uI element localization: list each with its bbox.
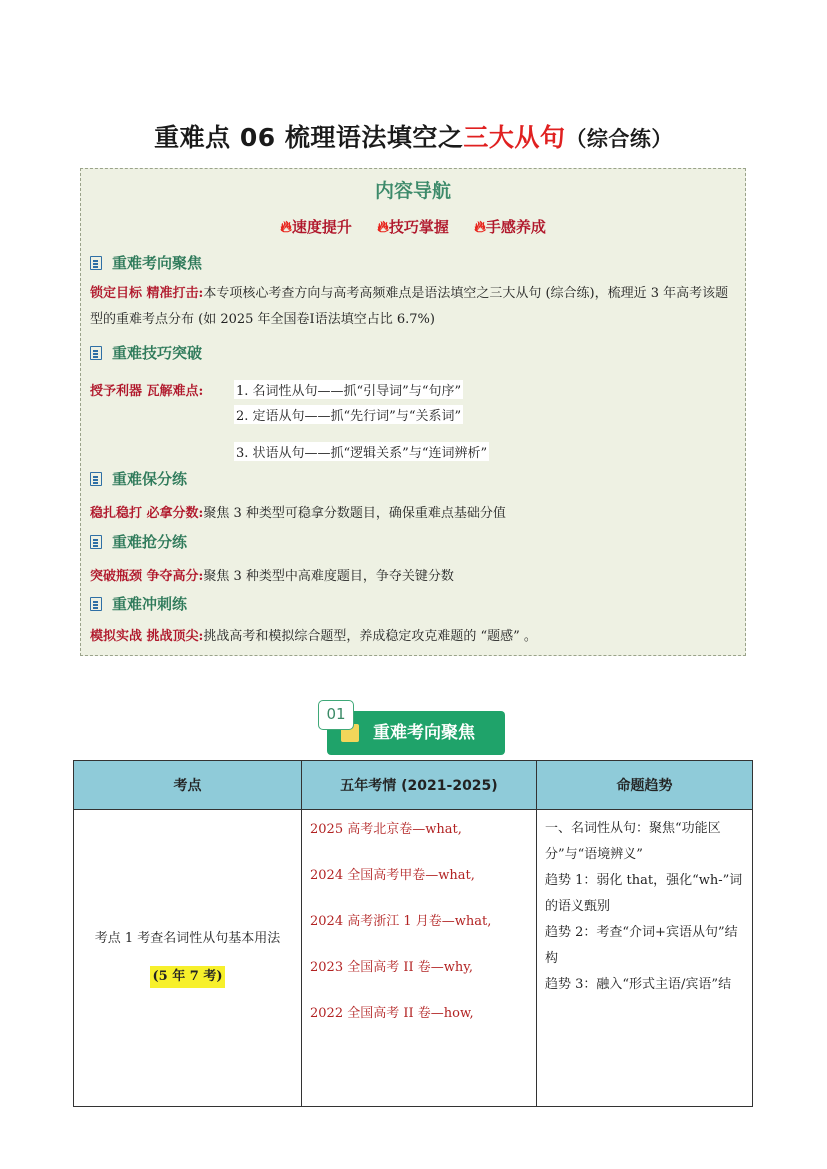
page-title: [0, 118, 827, 154]
flame-icon: 🔥︎: [377, 217, 389, 236]
exam-item: 2023 全国高考 II 卷—why,: [310, 960, 474, 975]
section-text-sprint: 模拟实战 挑战顶尖:挑战高考和模拟综合题型，养成稳定攻克难题的 “题感” 。: [90, 629, 537, 644]
skill-item-1: 1. 名词性从句——抓“引导词”与“句序”: [234, 380, 463, 399]
title-suffix: （综合练）: [565, 127, 673, 151]
document-icon: [90, 597, 102, 611]
trend-item: 趋势 3：融入“形式主语/宾语”结: [545, 977, 732, 992]
skill-item-2: 2. 定语从句——抓“先行词”与“关系词”: [234, 405, 463, 424]
section-title-basic: 重难保分练: [90, 468, 187, 489]
nav-heading: 内容导航: [374, 180, 451, 202]
section-number: 01: [318, 700, 354, 730]
cell-point: [74, 810, 302, 1107]
document-icon: [90, 535, 102, 549]
exam-item: 2025 高考北京卷—what,: [310, 822, 462, 837]
section-text-basic: 稳扎稳打 必拿分数:聚焦 3 种类型可稳拿分数题目，确保重难点基础分值: [90, 506, 506, 521]
section-title-sprint: 重难冲刺练: [90, 593, 187, 614]
section-text-advanced: 突破瓶颈 争夺高分:聚焦 3 种类型中高难度题目，争夺关键分数: [90, 569, 454, 584]
section-badge: 重难考向聚焦: [327, 711, 505, 755]
exam-item: 2024 高考浙江 1 月卷—what,: [310, 914, 492, 929]
section-title-advanced: 重难抢分练: [90, 531, 187, 552]
section-title-skills: 重难技巧突破: [90, 342, 202, 363]
document-icon: [90, 346, 102, 360]
trend-item: 趋势 2：考查“介词+宾语从句”结构: [545, 925, 738, 966]
exam-item: 2024 全国高考甲卷—what,: [310, 868, 475, 883]
document-icon: [90, 472, 102, 486]
table-row: [74, 810, 753, 1107]
point-text: 考点 1 考查名词性从句基本用法: [94, 931, 281, 946]
section-title-focus: 重难考向聚焦: [90, 252, 202, 273]
nav-tag-speed: 🔥︎速度提升: [280, 217, 352, 236]
trend-item: 一、名词性从句：聚焦“功能区分”与“语境辨义”: [545, 821, 721, 862]
skill-item-3: 3. 状语从句——抓“逻辑关系”与“连词辨析”: [234, 442, 489, 461]
header-exams: 五年考情 (2021-2025): [302, 761, 537, 810]
cell-exams: [302, 810, 537, 1107]
table-header-row: [74, 761, 753, 810]
document-icon: [90, 256, 102, 270]
point-count: (5 年 7 考): [150, 966, 226, 988]
title-highlight: 三大从句: [463, 123, 566, 152]
flame-icon: 🔥︎: [474, 217, 486, 236]
cell-trends: [537, 810, 753, 1107]
exam-table: [73, 760, 753, 1107]
nav-tags: [80, 216, 746, 237]
flame-icon: 🔥︎: [280, 217, 292, 236]
title-prefix: 重难点 06 梳理语法填空之: [154, 123, 464, 152]
nav-tag-skill: 🔥︎技巧掌握: [377, 217, 449, 236]
header-trends: 命题趋势: [537, 761, 753, 810]
trend-item: 趋势 1：弱化 that，强化“wh-”词的语义甄别: [545, 873, 743, 914]
header-point: 考点: [74, 761, 302, 810]
exam-item: 2022 全国高考 II 卷—how,: [310, 1006, 474, 1021]
section-label-skills: 授予利器 瓦解难点:: [90, 384, 204, 399]
nav-tag-feel: 🔥︎手感养成: [474, 217, 546, 236]
section-text-focus: 锁定目标 精准打击:本专项核心考查方向与高考高频难点是语法填空之三大从句 (综合练)，梳理近 3 年高考该题型的重难考点分布 (如 2025 年全国卷I语法填空占比 6.7%): [90, 286, 729, 327]
